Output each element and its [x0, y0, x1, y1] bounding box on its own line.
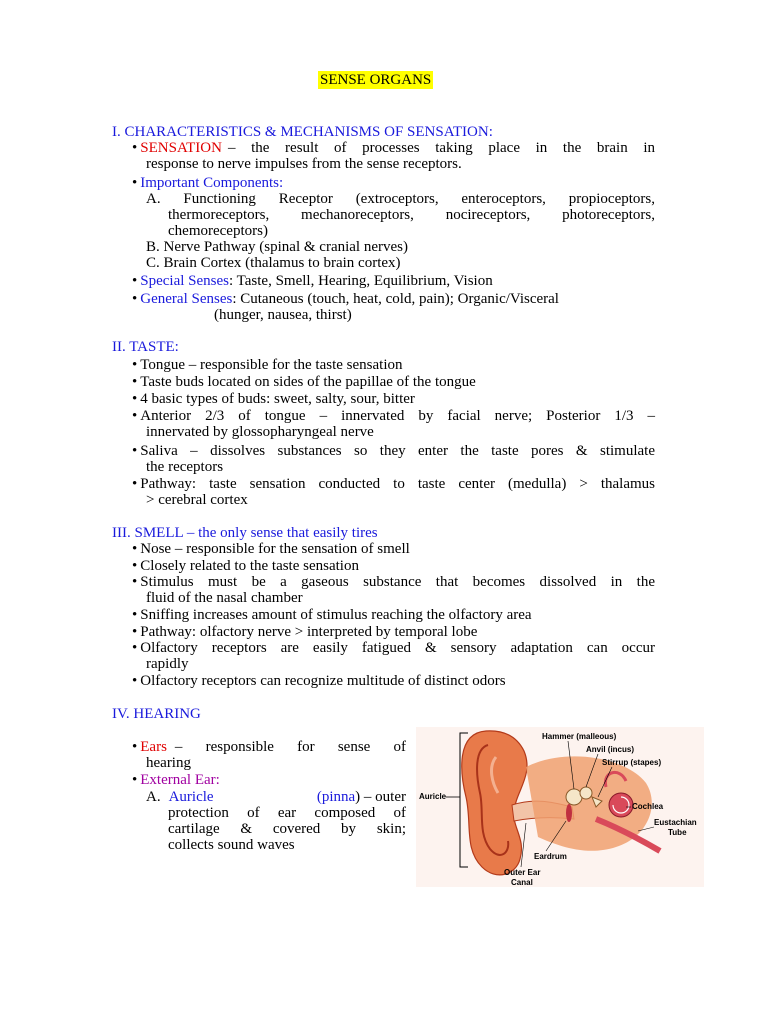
taste-bullet-3: • 4 basic types of buds: sweet, salty, sour, bitter — [132, 391, 415, 407]
sensation-text: – the result of processes taking place in the brain in — [227, 140, 655, 156]
section-4-heading: IV. HEARING — [112, 706, 201, 722]
general-senses-line-2: (hunger, nausea, thirst) — [214, 307, 352, 323]
ears-line-2: hearing — [146, 755, 191, 771]
taste-bullet-5-line-1: • Saliva – dissolves substances so they enter the taste pores & stimulate — [132, 443, 655, 459]
smell-bullet-3-line-1: • Stimulus must be a gaseous substance that becomes dissolved in the — [132, 574, 655, 590]
label-auricle: Auricle — [419, 792, 447, 801]
auricle-line-2: protection of ear composed of — [168, 805, 406, 821]
taste-bullet-4-line-2: innervated by glossopharyngeal nerve — [146, 424, 374, 440]
taste-bullet-1: • Tongue – responsible for the taste sensation — [132, 357, 403, 373]
label-eustachian-2: Tube — [668, 828, 687, 837]
smell-bullet-6-line-2: rapidly — [146, 656, 189, 672]
general-senses-term: General Senses — [140, 291, 233, 307]
smell-bullet-3-line-2: fluid of the nasal chamber — [146, 590, 303, 606]
smell-bullet-6-line-1: • Olfactory receptors are easily fatigued & sensory adaptation can occur — [132, 640, 655, 656]
component-a-line-3: chemoreceptors) — [168, 223, 268, 239]
components-item — [132, 175, 283, 191]
component-a-line-1: A. Functioning Receptor (extroceptors, enteroceptors, propioceptors, — [146, 191, 655, 207]
components-term: Important Components: — [140, 175, 284, 191]
taste-bullet-4-line-1: • Anterior 2/3 of tongue – innervated by facial nerve; Posterior 1/3 – — [132, 408, 655, 424]
general-senses-item — [132, 291, 559, 307]
ears-line-1: • Ears – responsible for sense of — [132, 739, 406, 755]
smell-bullet-5: • Pathway: olfactory nerve > interpreted by temporal lobe — [132, 624, 477, 640]
auricle-term: Auricle — [168, 789, 214, 805]
component-b: B. Nerve Pathway (spinal & cranial nerves) — [146, 239, 408, 255]
label-anvil: Anvil (incus) — [586, 745, 635, 754]
label-outer-ear-1: Outer Ear — [504, 868, 541, 877]
label-eustachian-1: Eustachian — [654, 818, 697, 827]
taste-bullet-5-line-2: the receptors — [146, 459, 224, 475]
taste-bullet-2: • Taste buds located on sides of the papillae of the tongue — [132, 374, 476, 390]
auricle-line-1: A. Auricle (pinna) – outer — [146, 789, 406, 805]
label-outer-ear-2: Canal — [511, 878, 533, 887]
special-senses-item — [132, 273, 493, 289]
sensation-term: SENSATION — [140, 140, 222, 156]
component-a-line-2: thermoreceptors, mechanoreceptors, nocireceptors, photoreceptors, — [168, 207, 655, 223]
label-stirrup: Stirrup (stapes) — [602, 758, 662, 767]
auricle-line-4: collects sound waves — [168, 837, 295, 853]
taste-bullet-6-line-1: • Pathway: taste sensation conducted to taste center (medulla) > thalamus — [132, 476, 655, 492]
component-c: C. Brain Cortex (thalamus to brain cortex) — [146, 255, 401, 271]
smell-bullet-4: • Sniffing increases amount of stimulus reaching the olfactory area — [132, 607, 532, 623]
pinna-term: (pinna — [316, 789, 356, 805]
smell-bullet-7: • Olfactory receptors can recognize multitude of distinct odors — [132, 673, 506, 689]
ear-anatomy-figure — [416, 727, 704, 887]
section-3-heading: III. SMELL – the only sense that easily tires — [112, 525, 378, 541]
label-hammer: Hammer (malleous) — [542, 732, 617, 741]
ears-term: Ears — [140, 739, 167, 755]
special-senses-term: Special Senses — [140, 273, 229, 289]
external-ear-item — [132, 772, 220, 788]
sensation-line-2: response to nerve impulses from the sense receptors. — [146, 156, 462, 172]
general-senses-text: : Cutaneous (touch, heat, cold, pain); Organic/Visceral — [232, 291, 559, 307]
label-eardrum: Eardrum — [534, 852, 567, 861]
external-ear-term: External Ear: — [140, 772, 220, 788]
hammer-bone — [566, 789, 582, 805]
special-senses-text: : Taste, Smell, Hearing, Equilibrium, Vision — [229, 273, 493, 289]
taste-bullet-6-line-2: > cerebral cortex — [146, 492, 248, 508]
section-1-heading: I. CHARACTERISTICS & MECHANISMS OF SENSATION: — [112, 124, 493, 140]
section-2-heading: II. TASTE: — [112, 339, 179, 355]
page-title: SENSE ORGANS — [320, 72, 432, 88]
sensation-line-1 — [132, 140, 655, 156]
label-cochlea: Cochlea — [632, 802, 664, 811]
smell-bullet-1: • Nose – responsible for the sensation of smell — [132, 541, 410, 557]
auricle-line-3: cartilage & covered by skin; — [168, 821, 406, 837]
anvil-bone — [580, 787, 592, 799]
smell-bullet-2: • Closely related to the taste sensation — [132, 558, 359, 574]
